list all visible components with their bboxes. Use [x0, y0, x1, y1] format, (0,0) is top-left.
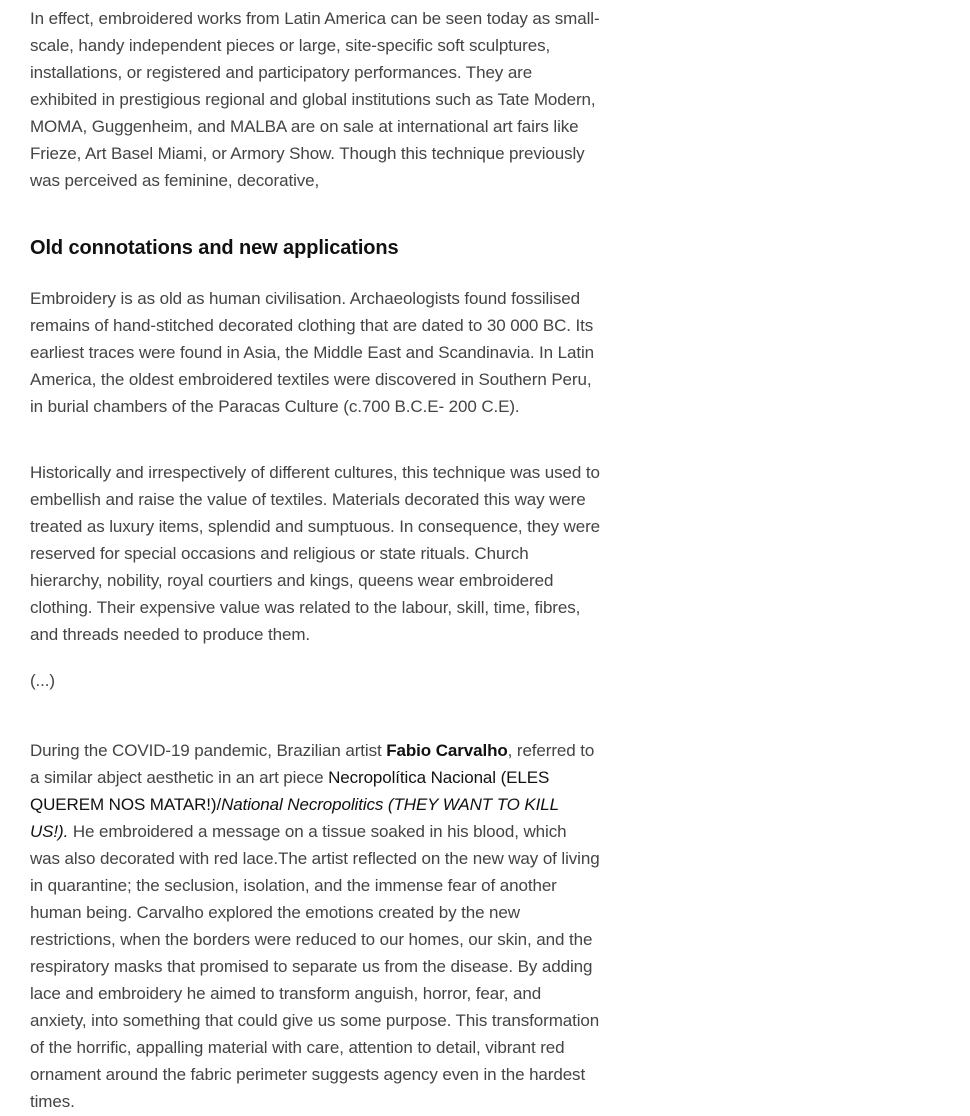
paragraph-intro: In effect, embroidered works from Latin America can be seen today as small-scale, handy independent pieces or large, site-specific soft sculptures, installations, or registered and participatory performances. They are exhibited in prestigious regional and global institutions such as Tate Modern, MOMA, Guggenheim, and MALBA are on sale at international art fairs like Frieze, Art Basel Miami, or Armory Show. Though this technique previously was perceived as feminine, decorative,: [30, 9, 600, 190]
ellipsis: (...): [30, 671, 55, 690]
article-body: [30, 5, 600, 1111]
paragraph-history: Embroidery is as old as human civilisation. Archaeologists found fossilised remains of hand-stitched decorated clothing that are dated to 30 000 BC. Its earliest traces were found in Asia, the Middle East and Scandinavia. In Latin America, the oldest embroidered textiles were discovered in Southern Peru, in burial chambers of the Paracas Culture (c.700 B.C.E- 200 C.E).: [30, 289, 595, 416]
artwork-title-english: National Necropolitics (THEY WANT TO KILL US!).: [30, 795, 559, 841]
covid-rest-text: He embroidered a message on a tissue soaked in his blood, which was also decorated with red lace.The artist reflected on the new way of living in quarantine; the seclusion, isolation, and the immense fear of another human being. Carvalho explored the emotions created by the new restrictions, when the borders were reduced to our homes, our skin, and the respiratory masks that promised to separate us from the disease. By adding lace and embroidery he aimed to transform anguish, horror, fear, and anxiety, into something that could give us some purpose. This transformation of the horrific, appalling material with care, attention to detail, vibrant red ornament around the fabric perimeter suggests agency even in the hardest times.: [30, 822, 600, 1111]
artist-name: Fabio Carvalho: [386, 741, 508, 760]
section-heading: Old connotations and new applications: [30, 237, 399, 259]
paragraph-luxury: Historically and irrespectively of different cultures, this technique was used to embellish and raise the value of textiles. Materials decorated this way were treated as luxury items, splendid and sumptuous. In consequence, they were reserved for special occasions and religious or state rituals. Church hierarchy, nobility, royal courtiers and kings, queens wear embroidered clothing. Their expensive value was related to the labour, skill, time, fibres, and threads needed to produce them.: [30, 463, 600, 644]
covid-lead-text: During the COVID-19 pandemic, Brazilian artist: [30, 741, 387, 760]
covid-mid-text: , referred to a similar abject aesthetic in an art piece: [30, 741, 595, 787]
paragraph-covid: [30, 737, 600, 1115]
artwork-title: Necropolítica Nacional (ELES QUEREM NOS MATAR!)/: [30, 768, 550, 814]
